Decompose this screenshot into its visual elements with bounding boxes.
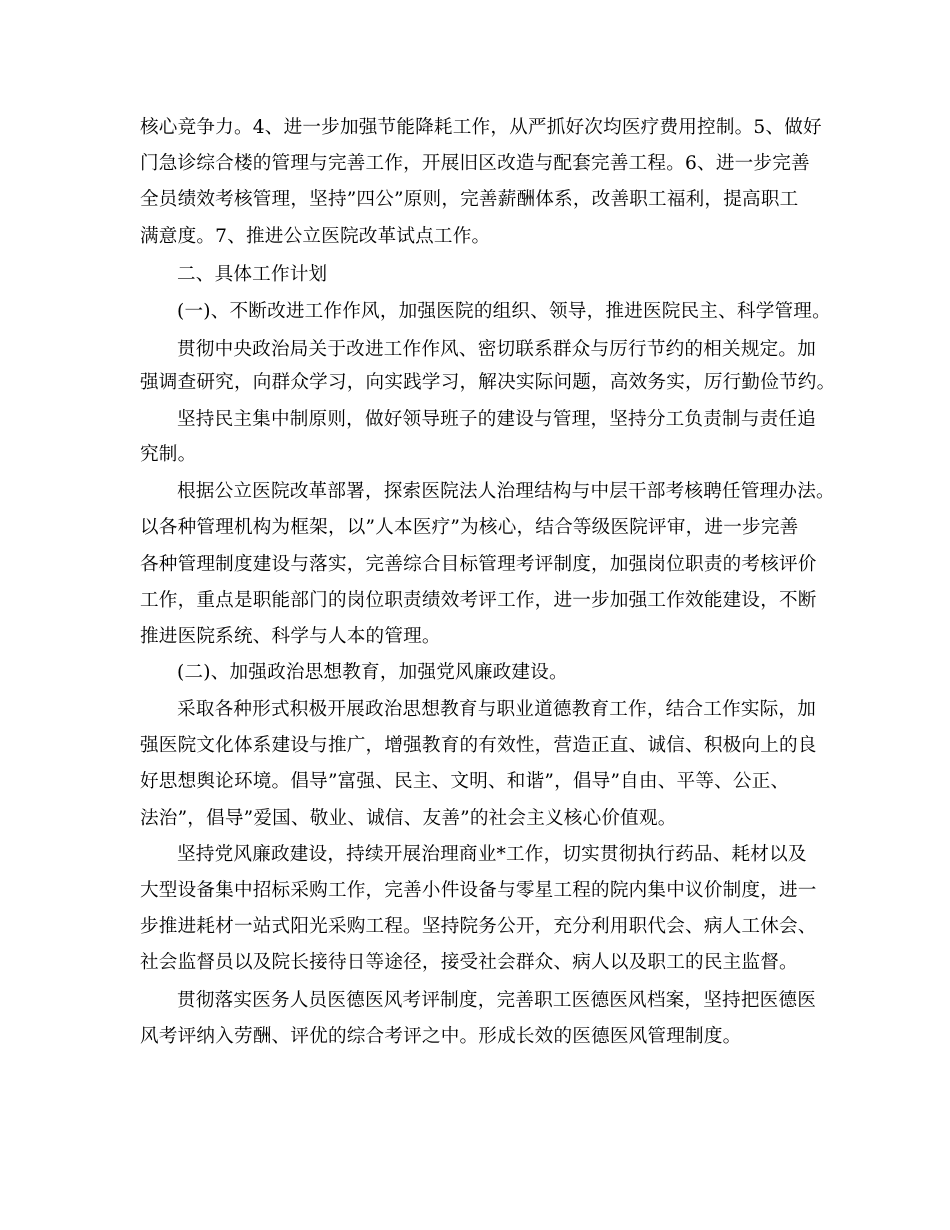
paragraph-line: 全员绩效考核管理，坚持”四公”原则，完善薪酬体系，改善职工福利，提高职工 <box>140 189 799 210</box>
paragraph-line: 风考评纳入劳酬、评优的综合考评之中。形成长效的医德医风管理制度。 <box>140 1026 742 1047</box>
paragraph-line: 强调查研究，向群众学习，向实践学习，解决实际问题，高效务实，厉行勤俭节约。 <box>140 372 836 393</box>
paragraph-line: 步推进耗材一站式阳光采购工程。坚持院务公开，充分利用职代会、病人工休会、 <box>140 916 817 937</box>
paragraph-line: 究制。 <box>140 444 197 465</box>
paragraph-line: 以各种管理机构为框架，以”人本医疗”为核心，结合等级医院评审，进一步完善 <box>140 517 799 538</box>
section-heading: 二、具体工作计划 <box>177 264 328 285</box>
paragraph-line: 门急诊综合楼的管理与完善工作，开展旧区改造与配套完善工程。6、进一步完善 <box>140 153 810 174</box>
paragraph-line: 强医院文化体系建设与推广，增强教育的有效性，营造正直、诚信、积极向上的良 <box>140 735 817 756</box>
paragraph-line: 社会监督员以及院长接待日等途径，接受社会群众、病人以及职工的民主监督。 <box>140 952 798 973</box>
paragraph-line: 核心竞争力。4、进一步加强节能降耗工作，从严抓好次均医疗费用控制。5、做好 <box>140 117 822 138</box>
paragraph-line: 法治”，倡导”爱国、敬业、诚信、友善”的社会主义核心价值观。 <box>140 808 677 829</box>
paragraph-line: 大型设备集中招标采购工作，完善小件设备与零星工程的院内集中议价制度，进一 <box>140 880 817 901</box>
paragraph-line: 采取各种形式积极开展政治思想教育与职业道德教育工作，结合工作实际，加 <box>177 699 816 720</box>
paragraph-line: 各种管理制度建设与落实，完善综合目标管理考评制度，加强岗位职责的考核评价 <box>140 554 817 575</box>
paragraph-line: 满意度。7、推进公立医院改革试点工作。 <box>140 226 491 247</box>
paragraph-line: 贯彻落实医务人员医德医风考评制度，完善职工医德医风档案，坚持把医德医 <box>177 990 816 1011</box>
paragraph-line: 坚持党风廉政建设，持续开展治理商业*工作，切实贯彻执行药品、耗材以及 <box>177 844 807 865</box>
paragraph-line: 坚持民主集中制原则，做好领导班子的建设与管理，坚持分工负责制与责任追 <box>177 409 816 430</box>
paragraph-line: 好思想舆论环境。倡导”富强、民主、文明、和谐”，倡导”自由、平等、公正、 <box>140 771 790 792</box>
paragraph-line: 贯彻中央政治局关于改进工作作风、密切联系群众与厉行节约的相关规定。加 <box>177 339 816 360</box>
subsection-heading: (一)、不断改进工作作风，加强医院的组织、领导，推进医院民主、科学管理。 <box>177 301 831 322</box>
paragraph-line: 推进医院系统、科学与人本的管理。 <box>140 626 441 647</box>
paragraph-line: 工作，重点是职能部门的岗位职责绩效考评工作，进一步加强工作效能建设，不断 <box>140 590 817 611</box>
subsection-heading: (二)、加强政治思想教育，加强党风廉政建设。 <box>177 662 568 683</box>
paragraph-line: 根据公立医院改革部署，探索医院法人治理结构与中层干部考核聘任管理办法。 <box>177 481 835 502</box>
